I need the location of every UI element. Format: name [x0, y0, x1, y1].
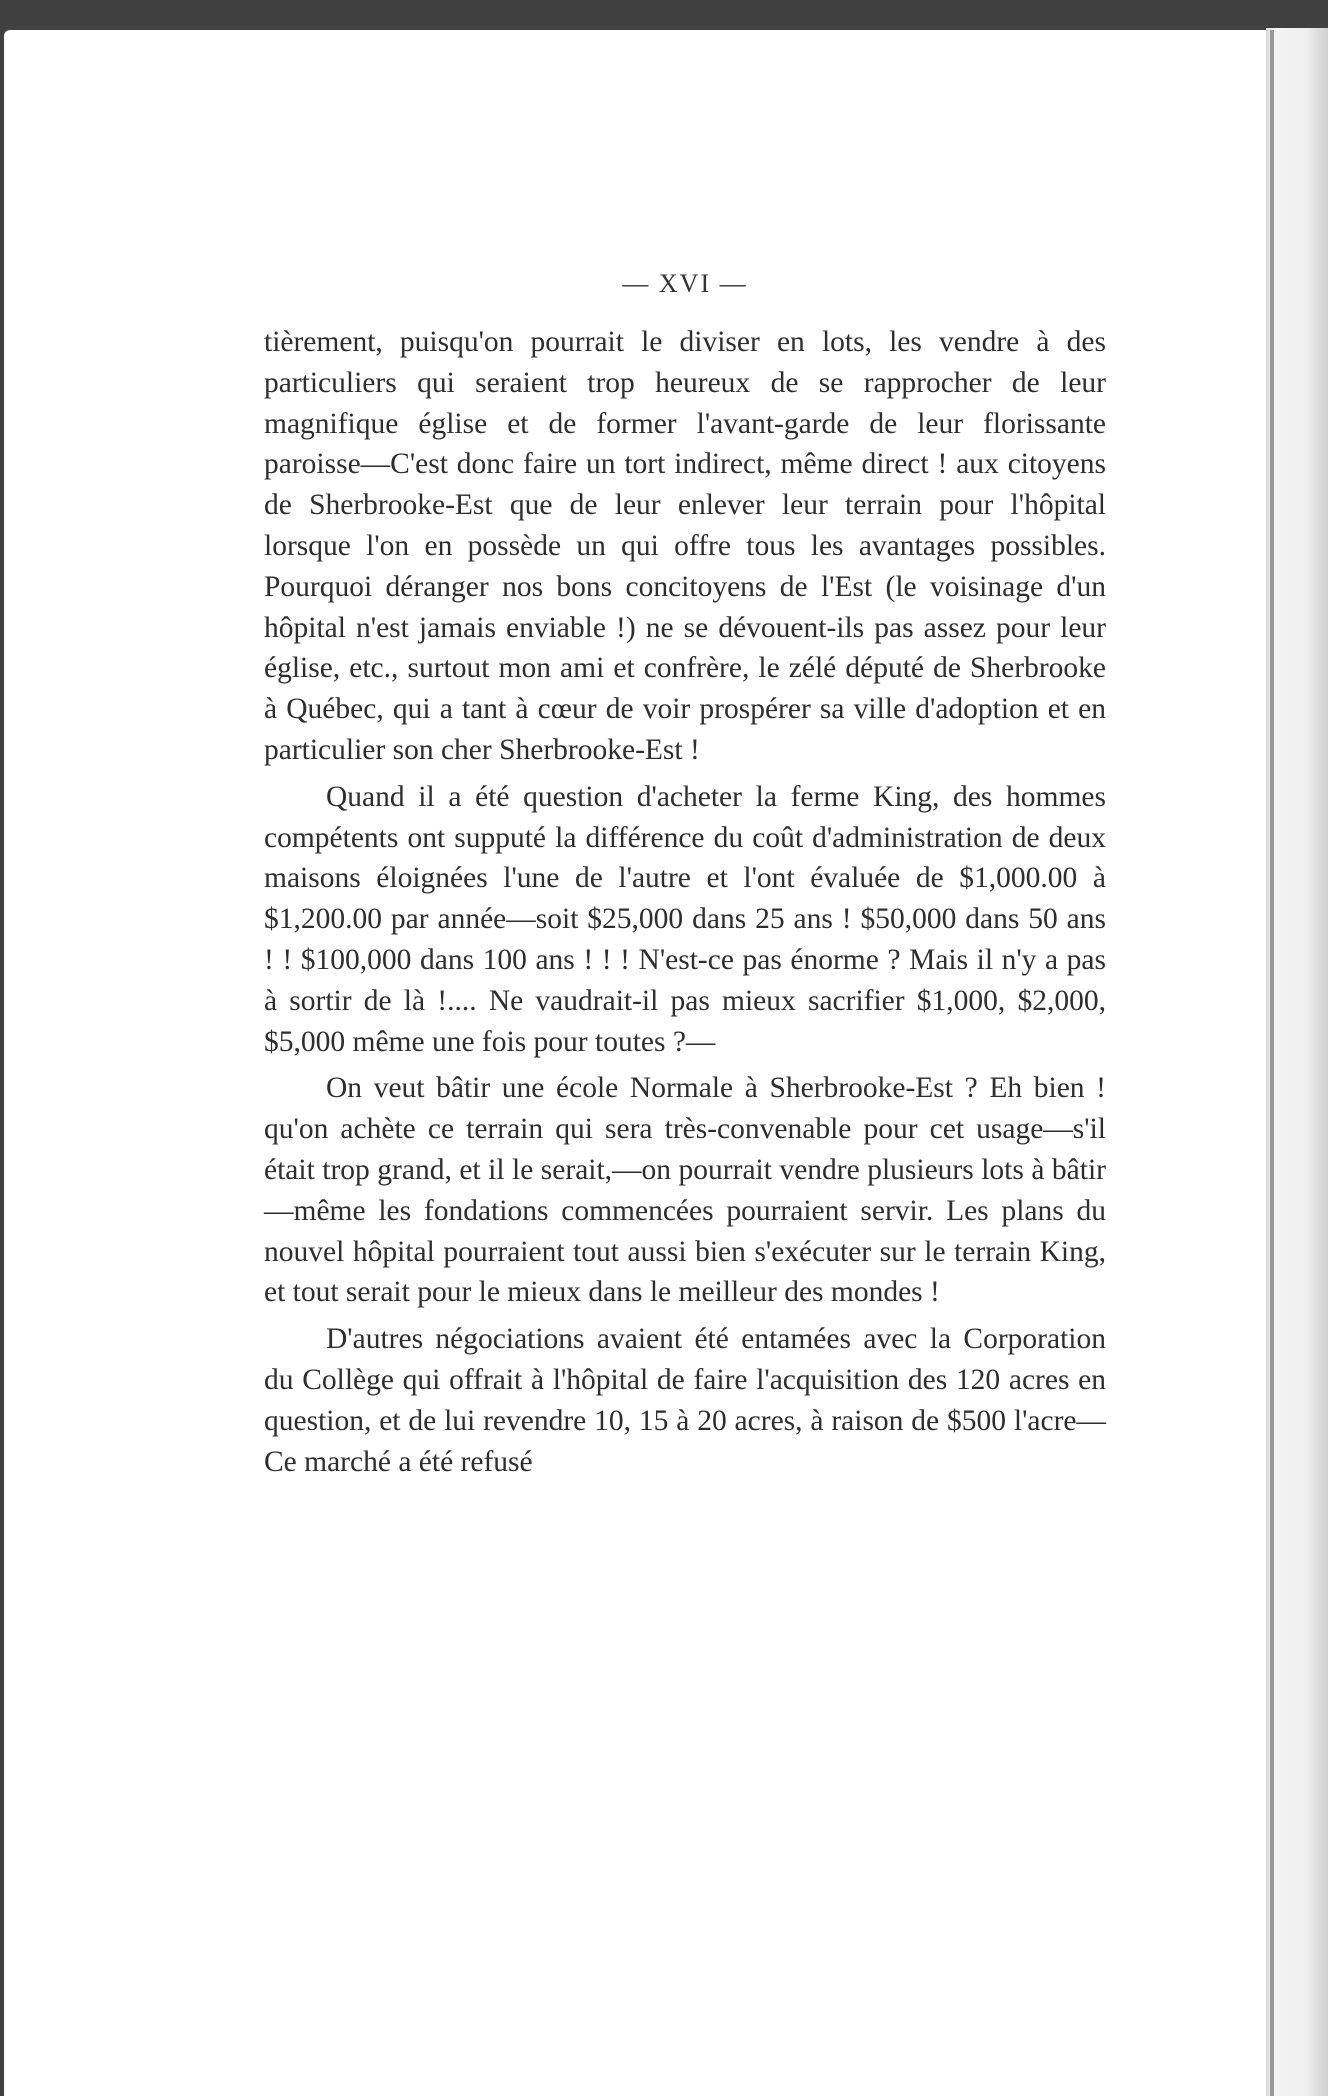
- page-text-block: [264, 262, 1106, 1488]
- paragraph-negociations: D'autres négociations avaient été entamées avec la Corporation du Collège qui offrait à l'hôpital de faire l'acquisition des 120 acres en question, et de lui revendre 10, 15 à 20 acres, à raison de $500 l'acre—Ce marché a été refusé: [264, 1323, 1106, 1478]
- paragraph-ferme-king: Quand il a été question d'acheter la ferme King, des hommes compétents ont supputé la différence du coût d'administration de deux maisons éloignées l'une de l'autre et l'ont évaluée de $1,000.00 à $1,200.00 par année—soit $25,000 dans 25 ans ! $50,000 dans 50 ans ! ! $100,000 dans 100 ans ! ! ! N'est-ce pas énorme ? Mais il n'y a pas à sortir de là !.... Ne vaudrait-il pas mieux sacrifier $1,000, $2,000, $5,000 même une fois pour toutes ?—: [264, 780, 1106, 1058]
- paragraph-continuation: tièrement, puisqu'on pourrait le diviser en lots, les vendre à des particuliers qui seraient trop heureux de se rapprocher de leur magnifique église et de former l'avant-garde de leur florissante paroisse—C'est donc faire un tort indirect, même direct ! aux citoyens de Sherbrooke-Est que de leur enlever leur terrain pour l'hôpital lorsque l'on en possède un qui offre tous les avantages possibles. Pourquoi déranger nos bons concitoyens de l'Est (le voisinage d'un hôpital n'est jamais enviable !) ne se dévouent-ils pas assez pour leur église, etc., surtout mon ami et confrère, le zélé député de Sherbrooke à Québec, qui a tant à cœur de voir prospérer sa ville d'adoption et en particulier son cher Sherbrooke-Est !: [264, 326, 1106, 766]
- page-gutter-line: [1270, 30, 1274, 2096]
- page-number-header: — XVI —: [622, 269, 748, 298]
- paragraph-ecole-normale: On veut bâtir une école Normale à Sherbrooke-Est ? Eh bien ! qu'on achète ce terrain qui sera très-convenable pour cet usage—s'il était trop grand, et il le serait,—on pourrait vendre plusieurs lots à bâtir—même les fondations commencées pourraient servir. Les plans du nouvel hôpital pourraient tout aussi bien s'exécuter sur le terrain King, et tout serait pour le mieux dans le meilleur des mondes !: [264, 1072, 1106, 1309]
- next-page-edge: [1266, 28, 1328, 2096]
